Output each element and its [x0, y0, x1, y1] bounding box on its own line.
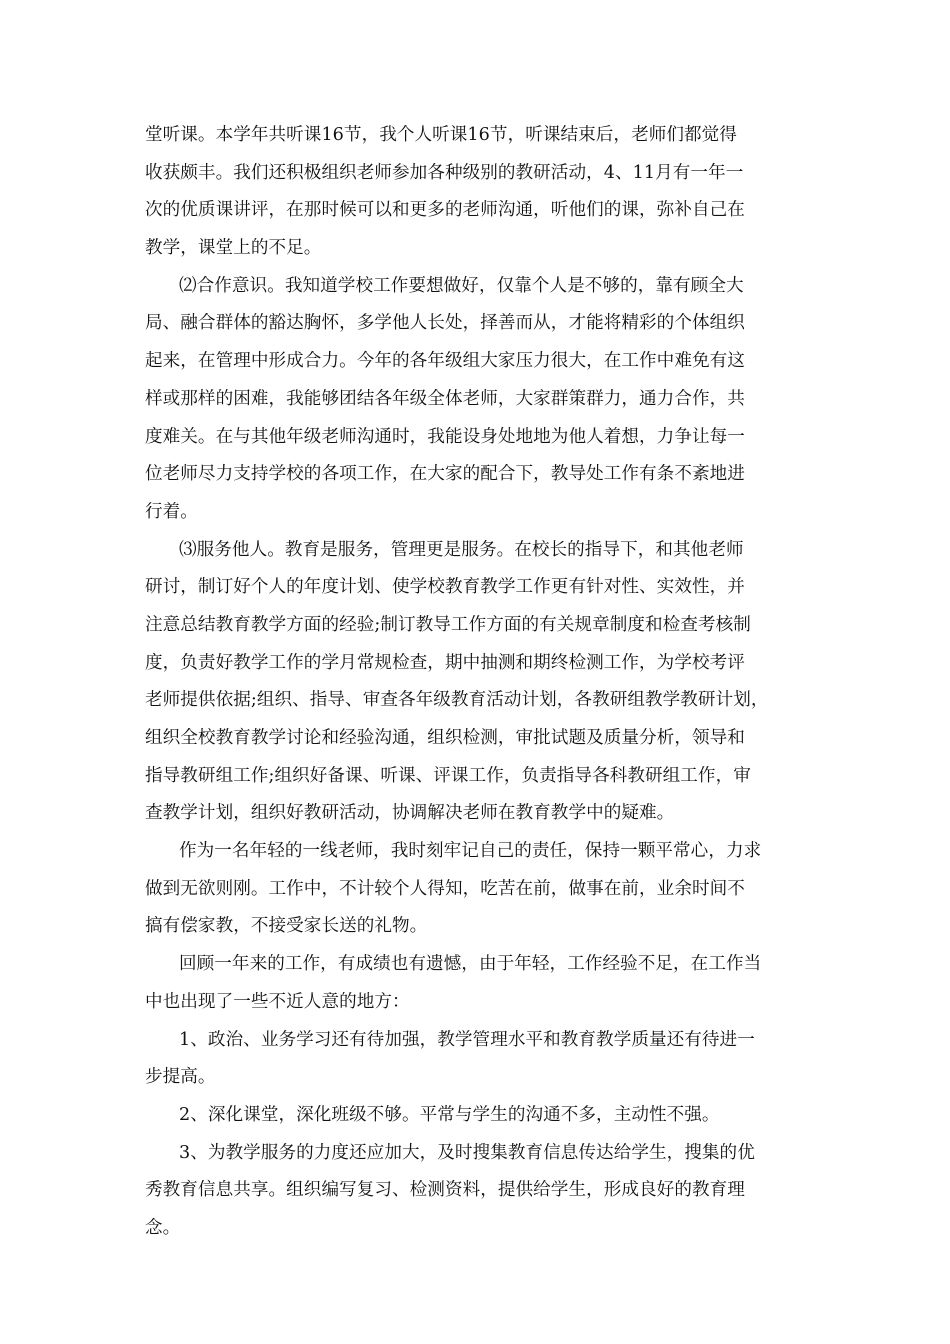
text-line: 秀教育信息共享。组织编写复习、检测资料，提供给学生，形成良好的教育理 — [145, 1180, 745, 1201]
text-line: 样或那样的困难，我能够团结各年级全体老师，大家群策群力，通力合作，共 — [145, 388, 745, 409]
text-line: 指导教研组工作;组织好备课、听课、评课工作，负责指导各科教研组工作，审 — [145, 765, 751, 786]
text-line: 步提高。 — [145, 1067, 216, 1088]
text-line: 注意总结教育教学方面的经验;制订教导工作方面的有关规章制度和检查考核制 — [145, 614, 751, 635]
text-line: 位老师尽力支持学校的各项工作，在大家的配合下，教导处工作有条不紊地进 — [145, 464, 745, 485]
text-line: 堂听课。本学年共听课16节，我个人听课16节，听课结束后，老师们都觉得 — [145, 125, 737, 145]
text-line: 起来，在管理中形成合力。今年的各年级组大家压力很大，在工作中难免有这 — [145, 351, 745, 372]
text-line: 局、融合群体的豁达胸怀，多学他人长处，择善而从，才能将精彩的个体组织 — [145, 313, 745, 334]
text-line: 老师提供依据;组织、指导、审查各年级教育活动计划，各教研组教学教研计划， — [145, 690, 769, 711]
text-line: 念。 — [145, 1217, 181, 1238]
text-line: ⑵合作意识。我知道学校工作要想做好，仅靠个人是不够的，靠有顾全大 — [179, 275, 744, 296]
text-line: 度难关。在与其他年级老师沟通时，我能设身处地地为他人着想，力争让每一 — [145, 426, 745, 447]
document-body — [145, 117, 825, 1248]
text-line: 查教学计划，组织好教研活动，协调解决老师在教育教学中的疑难。 — [145, 803, 675, 824]
text-line: 次的优质课讲评，在那时候可以和更多的老师沟通，听他们的课，弥补自己在 — [145, 200, 745, 221]
text-line: 1、政治、业务学习还有待加强，教学管理水平和教育教学质量还有待进一 — [179, 1029, 755, 1050]
text-line: 作为一名年轻的一线老师，我时刻牢记自己的责任，保持一颗平常心，力求 — [179, 841, 762, 862]
text-line: ⑶服务他人。教育是服务，管理更是服务。在校长的指导下，和其他老师 — [179, 539, 744, 560]
text-line: 研讨，制订好个人的年度计划、使学校教育教学工作更有针对性、实效性，并 — [145, 577, 745, 598]
text-line: 2、深化课堂，深化班级不够。平常与学生的沟通不多，主动性不强。 — [179, 1104, 720, 1125]
text-line: 做到无欲则刚。工作中，不计较个人得知，吃苦在前，做事在前，业余时间不 — [145, 878, 745, 899]
text-line: 搞有偿家教，不接受家长送的礼物。 — [145, 916, 428, 937]
text-line: 回顾一年来的工作，有成绩也有遗憾，由于年轻，工作经验不足，在工作当 — [179, 954, 762, 975]
text-line: 中也出现了一些不近人意的地方： — [145, 991, 410, 1012]
text-line: 教学，课堂上的不足。 — [145, 238, 322, 259]
text-line: 行着。 — [145, 501, 198, 522]
text-line: 3、为教学服务的力度还应加大，及时搜集教育信息传达给学生，搜集的优 — [179, 1142, 755, 1163]
text-line: 组织全校教育教学讨论和经验沟通，组织检测，审批试题及质量分析，领导和 — [145, 728, 745, 748]
text-line: 收获颇丰。我们还积极组织老师参加各种级别的教研活动，4、11月有一年一 — [145, 162, 744, 183]
text-line: 度，负责好教学工作的学月常规检查，期中抽测和期终检测工作，为学校考评 — [145, 652, 745, 673]
